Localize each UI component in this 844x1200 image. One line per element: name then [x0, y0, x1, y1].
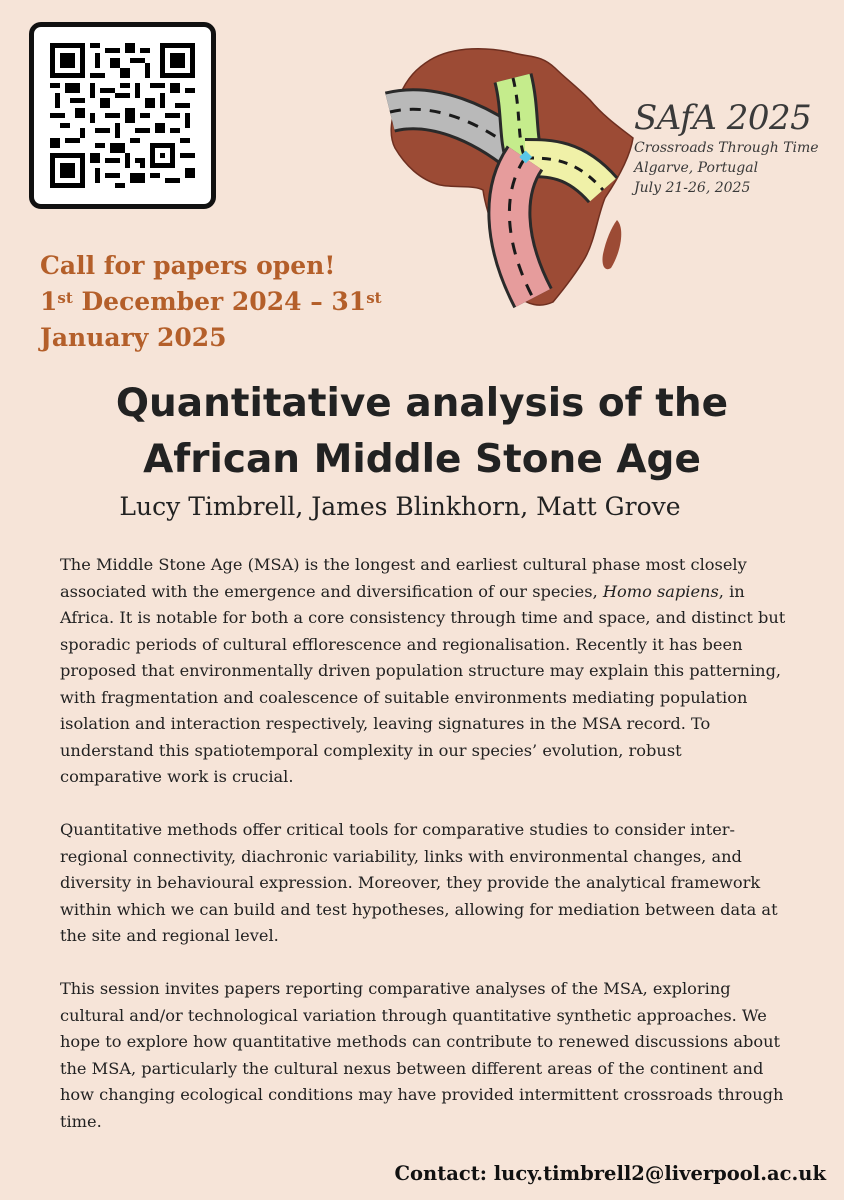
- cfp-end-suffix: st: [366, 289, 382, 307]
- session-title-line2: African Middle Stone Age: [143, 437, 701, 482]
- session-title: [0, 376, 844, 488]
- conference-logo-text: [634, 98, 834, 198]
- authors: Lucy Timbrell, James Blinkhorn, Matt Grove: [119, 492, 681, 521]
- session-title-line1: Quantitative analysis of the: [115, 381, 729, 426]
- abstract-paragraph-1: [60, 552, 788, 791]
- cfp-start-day: 1: [40, 287, 58, 316]
- cfp-start-suffix: st: [57, 289, 73, 307]
- madagascar-shape: [602, 220, 621, 269]
- cfp-date-range: [40, 284, 470, 320]
- qr-code[interactable]: [29, 22, 216, 209]
- conference-location: Algarve, Portugal: [634, 160, 759, 176]
- conference-dates: July 21-26, 2025: [634, 180, 751, 196]
- contact-email[interactable]: Contact: lucy.timbrell2@liverpool.ac.uk: [394, 1162, 826, 1185]
- conference-title: SAfA 2025: [634, 98, 812, 138]
- abstract-paragraph-3: This session invites papers reporting comparative analyses of the MSA, exploring cultural and/or technological variation through quantitative synthetic approaches. We hope to explore how quantitative methods can contribute to renewed discussions about the MSA, particularly the cultural nexus between different areas of the continent and how changing ecological conditions may have provided intermittent crossroads through time.: [60, 979, 784, 1131]
- cfp-start-rest: December 2024 – 31: [72, 287, 367, 316]
- paragraph-1-text-cont: , in Africa. It is notable for both a core consistency through time and space, and distinct but sporadic periods of cultural efflorescence and regionalisation. Recently it has been proposed that environmentally driven population structure may explain this patterning, with fragmentation and coalescence of suitable environments mediating population isolation and interaction respectively, leaving signatures in the MSA record. To understand this spatiotemporal complexity in our species’ evolution, robust comparative work is crucial.: [60, 581, 786, 786]
- abstract-paragraph-2: Quantitative methods offer critical tools for comparative studies to consider inter-regional connectivity, diachronic variability, links with environmental changes, and diversity in behavioural expression. Moreover, they provide the analytical framework within which we can build and test hypotheses, allowing for mediation between data at the site and regional level.: [60, 820, 778, 945]
- qr-code-image: [50, 43, 195, 188]
- call-for-papers: [40, 248, 470, 356]
- paragraph-1-text: The Middle Stone Age (MSA) is the longest and earliest cultural phase most closely associated with the emergence and diversification of our species,: [60, 555, 747, 601]
- conference-subtitle: Crossroads Through Time: [634, 140, 819, 156]
- cfp-heading: Call for papers open!: [40, 251, 336, 280]
- abstract: [60, 552, 788, 1162]
- cfp-end-date: January 2025: [40, 323, 227, 352]
- species-name: Homo sapiens: [602, 581, 719, 601]
